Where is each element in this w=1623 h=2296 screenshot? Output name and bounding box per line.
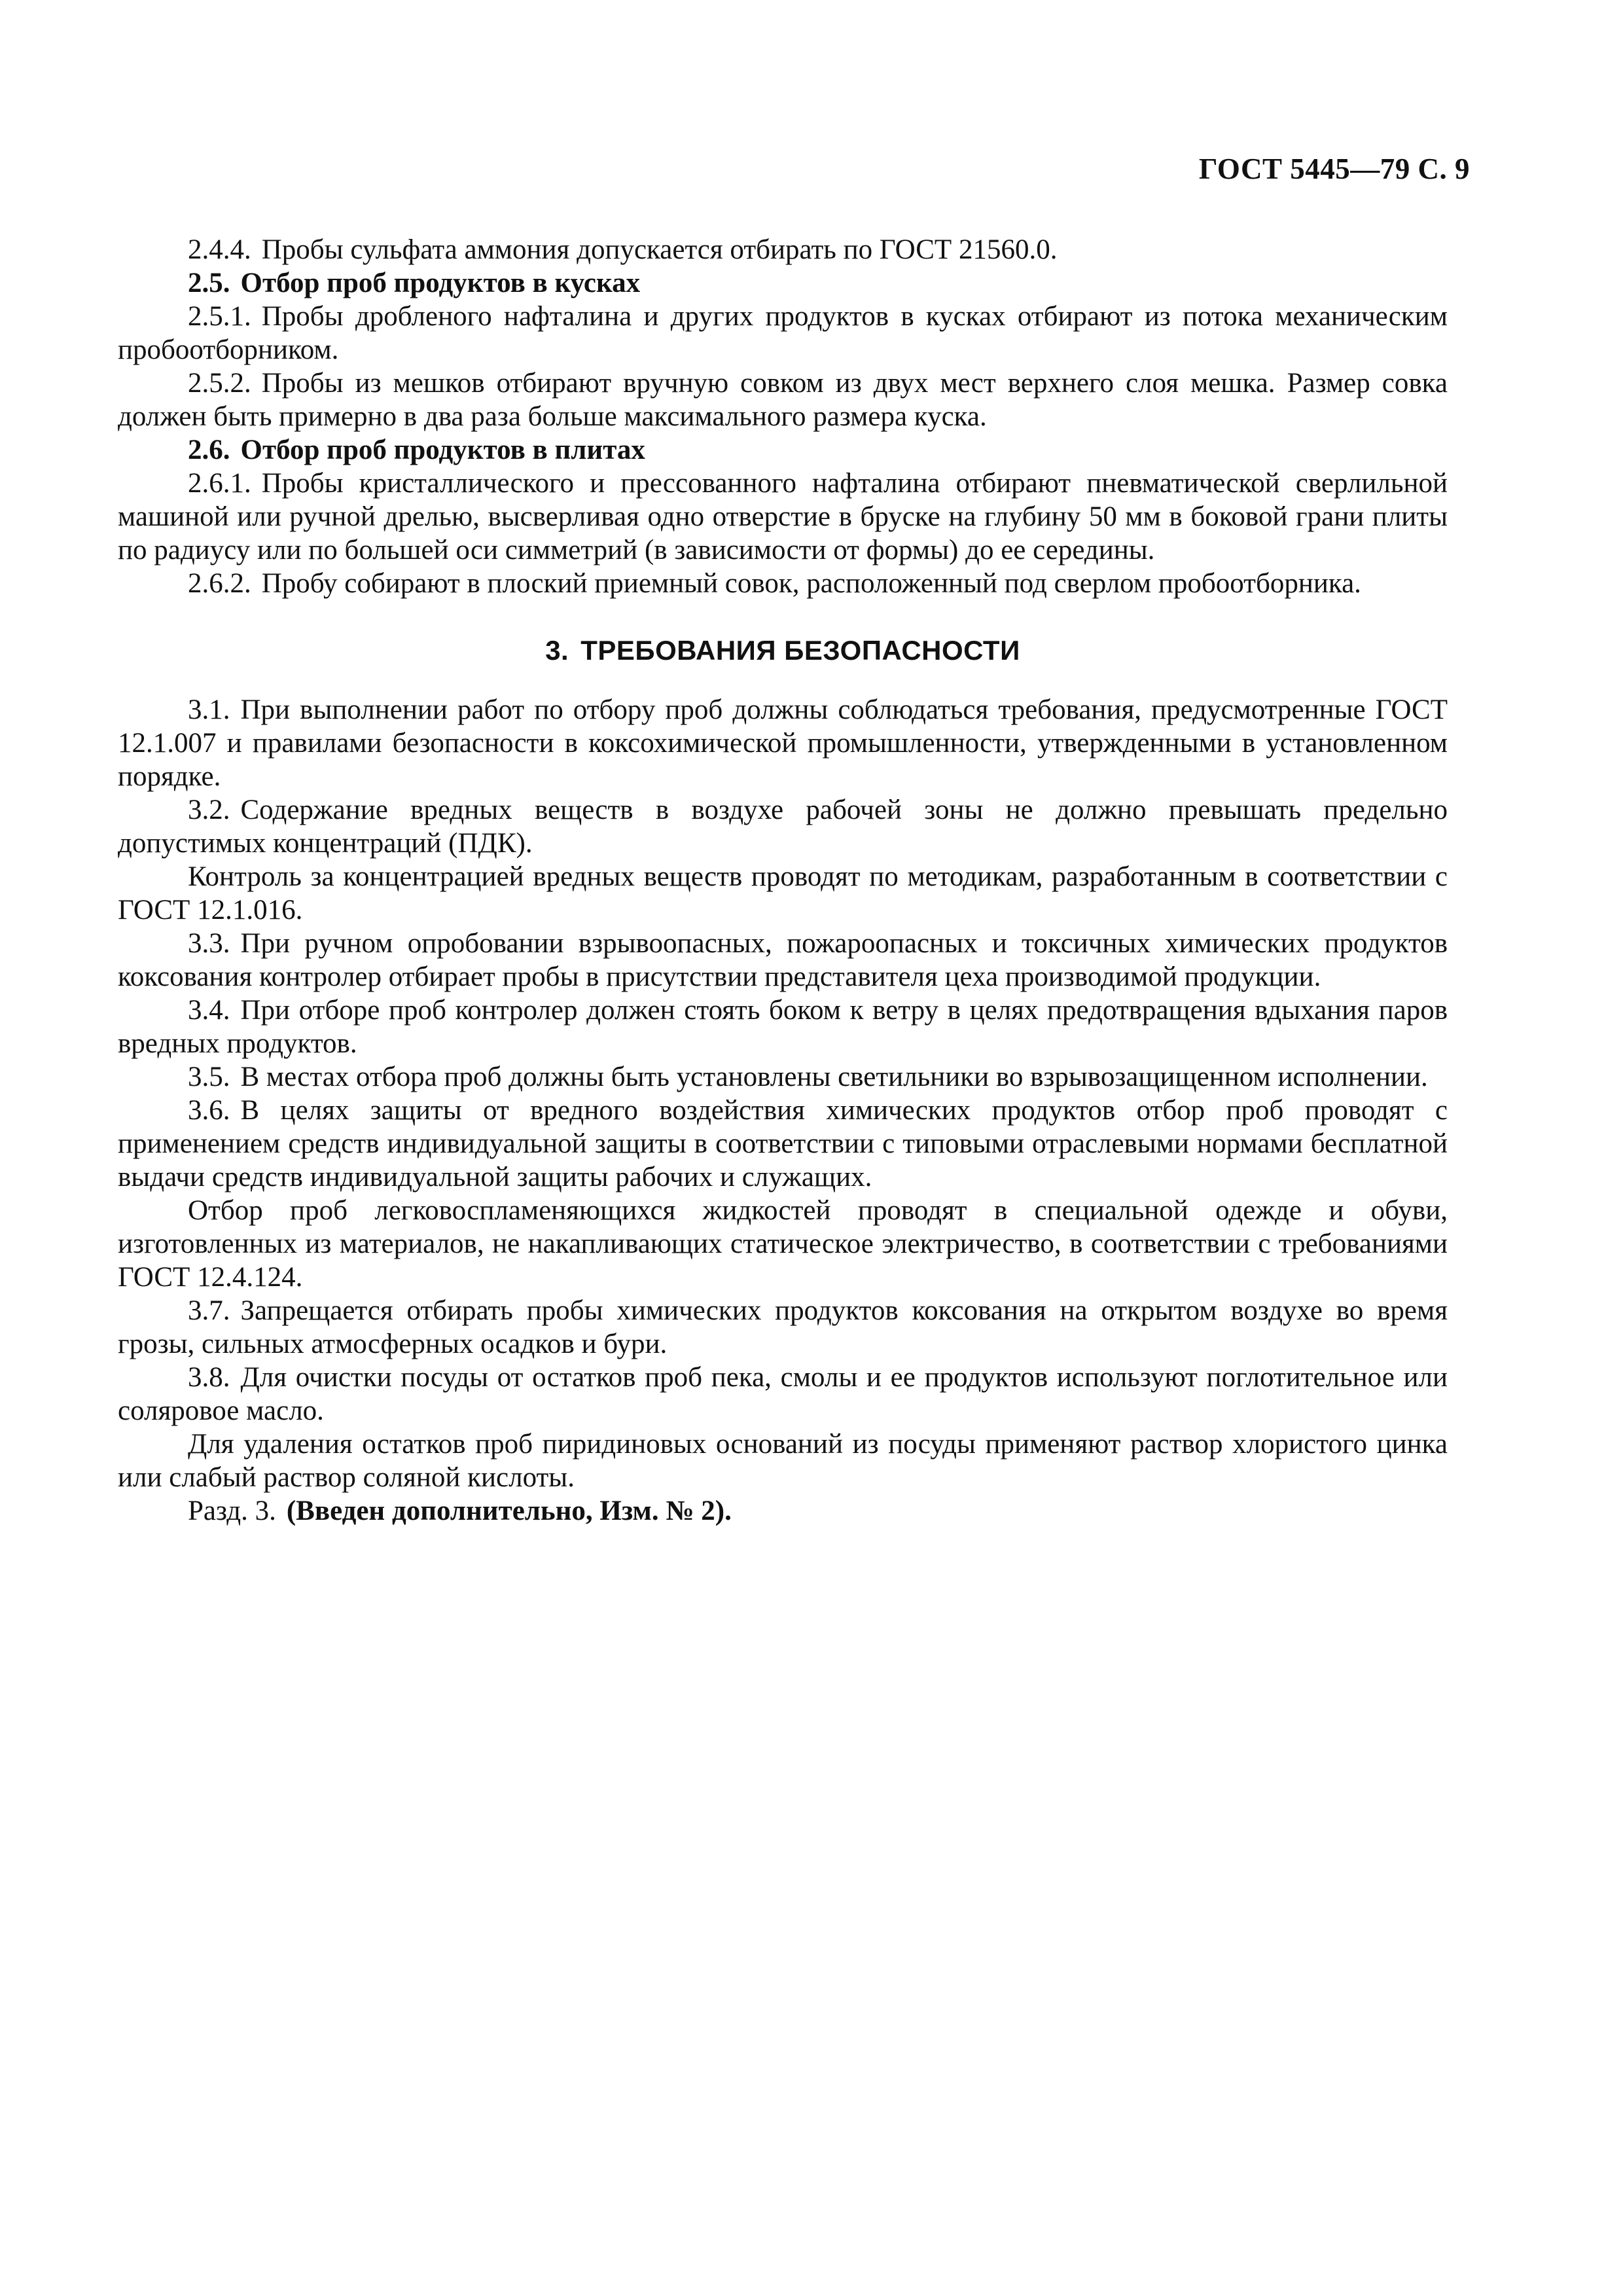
paragraph-text: Пробы дробленого нафталина и других продуктов в кусках отбирают из потока механическим пробоотборником. xyxy=(118,301,1448,365)
paragraph-text: Пробы сульфата аммония допускается отбирать по ГОСТ 21560.0. xyxy=(261,234,1058,265)
paragraph-text: Пробу собирают в плоский приемный совок, расположенный под сверлом пробоотборника. xyxy=(261,568,1361,599)
paragraph-2-6-2 xyxy=(118,567,1448,600)
paragraph-number: 2.4.4. xyxy=(188,234,251,265)
paragraph-text: Пробы кристаллического и прессованного нафталина отбирают пневматической сверлильной машиной или ручной дрелью, высверливая одно отверстие в бруске на глубину 50 мм в боковой грани плиты по радиусу или по большей оси симметрий (в зависимости от формы) до ее середины. xyxy=(118,468,1448,565)
paragraph-3-6 xyxy=(118,1094,1448,1194)
paragraph-number: 2.6.1. xyxy=(188,468,251,499)
paragraph-text: При ручном опробовании взрывоопасных, пожароопасных и токсичных химических продуктов коксования контролер отбирает пробы в присутствии представителя цеха производимой продукции. xyxy=(118,928,1448,992)
paragraph-text: Контроль за концентрацией вредных веществ проводят по методикам, разработанным в соответствии с ГОСТ 12.1.016. xyxy=(118,861,1448,925)
paragraph-2-4-4 xyxy=(118,233,1448,266)
paragraph-number: 2.5.2. xyxy=(188,368,251,399)
paragraph-number: 2.5.1. xyxy=(188,301,251,332)
note-prefix: Разд. 3. xyxy=(188,1496,276,1526)
subheading-number: 2.6. xyxy=(188,435,230,465)
paragraph-number: 3.1. xyxy=(188,694,230,725)
paragraph-3-8-continued xyxy=(118,1427,1448,1494)
paragraph-3-8 xyxy=(118,1361,1448,1427)
document-body xyxy=(118,233,1448,1528)
paragraph-text: В местах отбора проб должны быть установлены светильники во взрывозащищенном исполнении. xyxy=(240,1062,1428,1092)
subheading-text: Отбор проб продуктов в кусках xyxy=(240,268,641,298)
subheading-2-6 xyxy=(118,433,1448,467)
paragraph-text: При отборе проб контролер должен стоять боком к ветру в целях предотвращения вдыхания паров вредных продуктов. xyxy=(118,995,1448,1059)
paragraph-3-6-continued xyxy=(118,1194,1448,1294)
section-heading xyxy=(118,635,1448,666)
paragraph-3-5 xyxy=(118,1060,1448,1094)
paragraph-number: 2.6.2. xyxy=(188,568,251,599)
paragraph-number: 3.8. xyxy=(188,1362,230,1393)
paragraph-number: 3.5. xyxy=(188,1062,230,1092)
section-title-text: ТРЕБОВАНИЯ БЕЗОПАСНОСТИ xyxy=(580,635,1020,666)
paragraph-2-5-1 xyxy=(118,300,1448,367)
paragraph-2-6-1 xyxy=(118,467,1448,567)
paragraph-3-4 xyxy=(118,994,1448,1060)
paragraph-3-7 xyxy=(118,1294,1448,1361)
paragraph-3-2 xyxy=(118,793,1448,860)
paragraph-number: 3.4. xyxy=(188,995,230,1026)
paragraph-text: Пробы из мешков отбирают вручную совком из двух мест верхнего слоя мешка. Размер совка должен быть примерно в два раза больше максимального размера куска. xyxy=(118,368,1448,432)
paragraph-text: Отбор проб легковоспламеняющихся жидкостей проводят в специальной одежде и обуви, изготовленных из материалов, не накапливающих статическое электричество, в соответствии с требованиями ГОСТ 12.4.124. xyxy=(118,1195,1448,1293)
paragraph-number: 3.3. xyxy=(188,928,230,959)
amendment-note xyxy=(118,1494,1448,1528)
paragraph-text: В целях защиты от вредного воздействия химических продуктов отбор проб проводят с применением средств индивидуальной защиты в соответствии с типовыми отраслевыми нормами бесплатной выдачи средств индивидуальной защиты рабочих и служащих. xyxy=(118,1095,1448,1193)
paragraph-text: При выполнении работ по отбору проб должны соблюдаться требования, предусмотренные ГОСТ 12.1.007 и правилами безопасности в коксохимической промышленности, утвержденными в установленном порядке. xyxy=(118,694,1448,792)
paragraph-2-5-2 xyxy=(118,367,1448,433)
section-number: 3. xyxy=(545,635,569,666)
paragraph-number: 3.2. xyxy=(188,795,230,825)
subheading-number: 2.5. xyxy=(188,268,230,298)
note-bold-text: (Введен дополнительно, Изм. № 2). xyxy=(286,1496,732,1526)
subheading-2-5 xyxy=(118,266,1448,300)
paragraph-text: Запрещается отбирать пробы химических продуктов коксования на открытом воздухе во время грозы, сильных атмосферных осадков и бури. xyxy=(118,1295,1448,1359)
paragraph-3-1 xyxy=(118,693,1448,793)
paragraph-3-2-continued xyxy=(118,860,1448,927)
paragraph-3-3 xyxy=(118,927,1448,994)
paragraph-number: 3.6. xyxy=(188,1095,230,1126)
paragraph-text: Содержание вредных веществ в воздухе рабочей зоны не должно превышать предельно допустимых концентраций (ПДК). xyxy=(118,795,1448,859)
paragraph-text: Для удаления остатков проб пиридиновых оснований из посуды применяют раствор хлористого цинка или слабый раствор соляной кислоты. xyxy=(118,1429,1448,1493)
page-header: ГОСТ 5445—79 С. 9 xyxy=(1198,152,1470,185)
subheading-text: Отбор проб продуктов в плитах xyxy=(240,435,645,465)
paragraph-number: 3.7. xyxy=(188,1295,230,1326)
paragraph-text: Для очистки посуды от остатков проб пека, смолы и ее продуктов используют поглотительное или соляровое масло. xyxy=(118,1362,1448,1426)
